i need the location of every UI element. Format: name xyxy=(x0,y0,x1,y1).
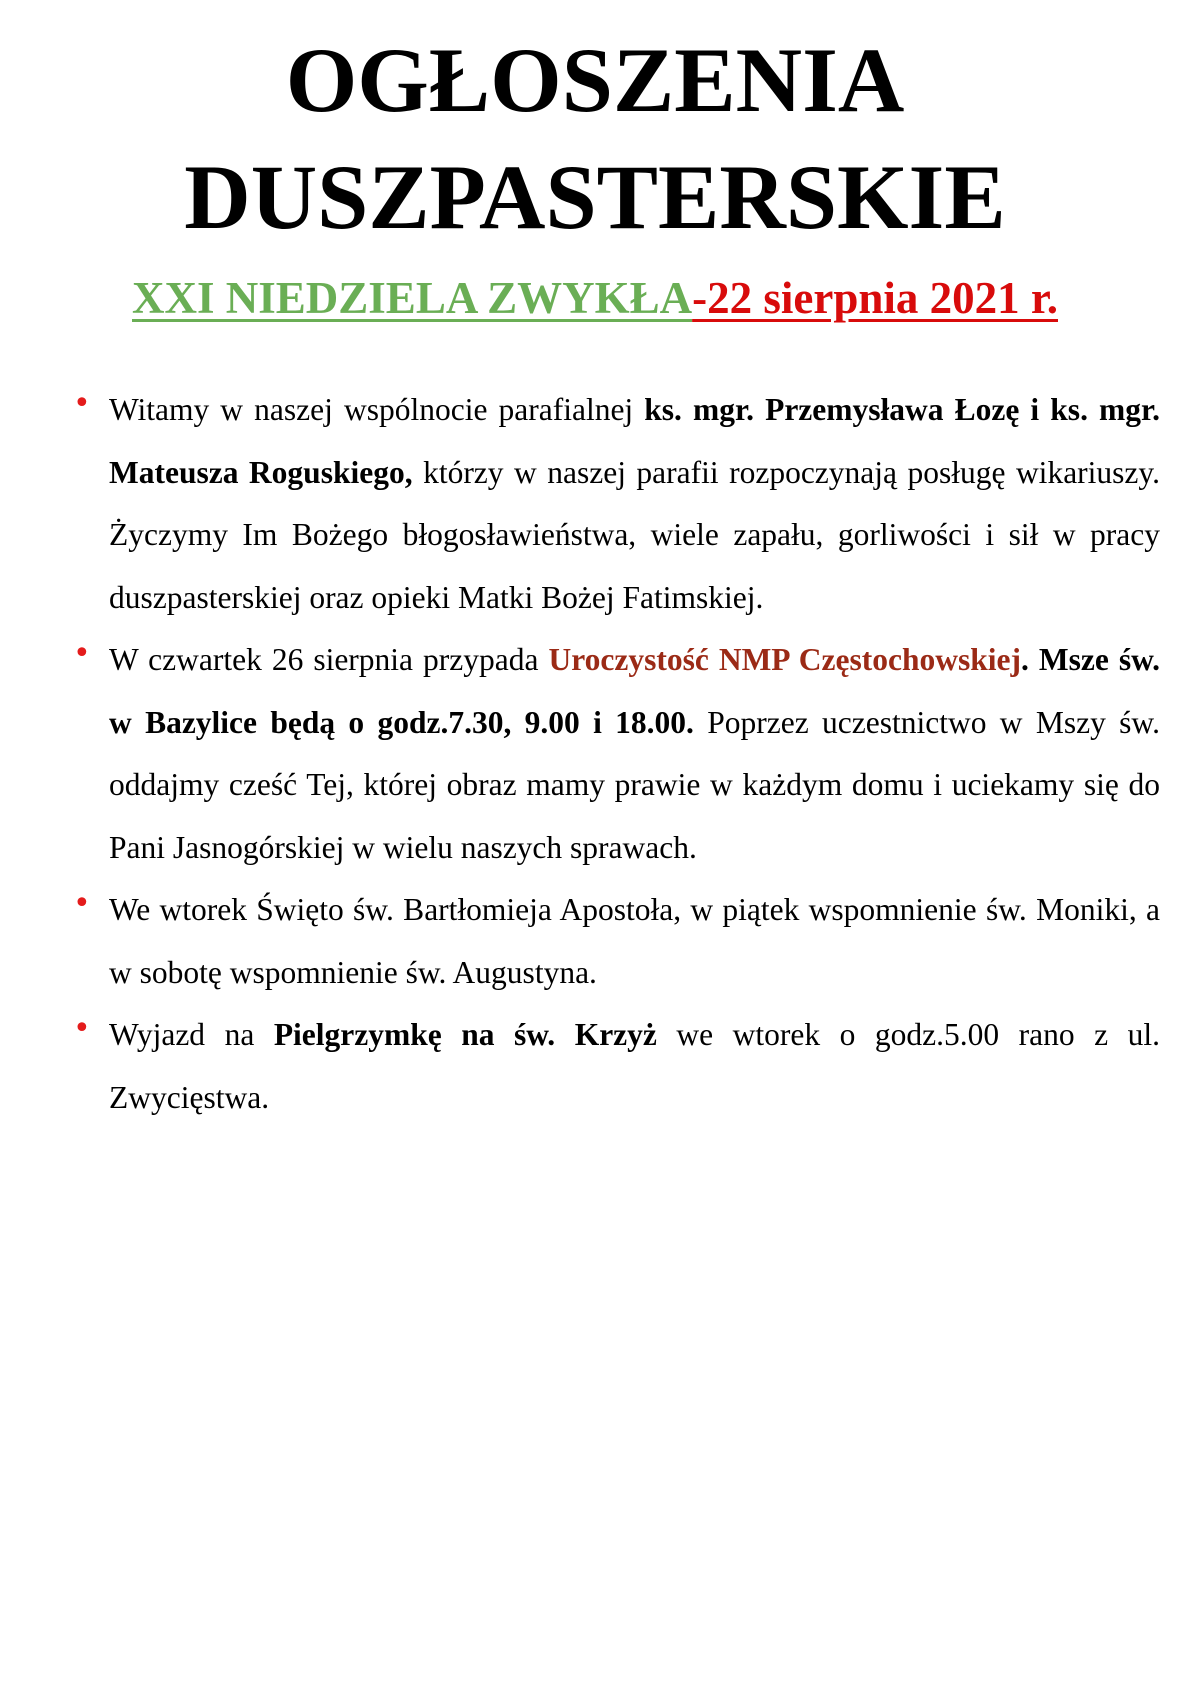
announcement-item xyxy=(73,879,1160,1004)
text: Wyjazd na xyxy=(109,1017,274,1052)
bold-text: Pielgrzymkę na św. Krzyż xyxy=(273,1017,657,1052)
bullet-icon: • xyxy=(73,386,91,421)
bullet-icon: • xyxy=(73,636,91,671)
sunday-name: XXI NIEDZIELA ZWYKŁA xyxy=(132,273,693,323)
announcements-list xyxy=(0,379,1190,1129)
page-title-line-1: OGŁOSZENIA xyxy=(285,29,905,131)
page-title-line-2: DUSZPASTERSKIE xyxy=(184,146,1006,248)
bold-text: . Msze św. w Bazylice będą o godz.7.30, 9.00 i 18.00. xyxy=(109,642,1160,740)
highlight-text: Uroczystość NMP Częstochowskiej xyxy=(548,642,1022,677)
announcement-item xyxy=(73,379,1160,629)
text: Poprzez uczestnictwo w Mszy św. oddajmy cześć Tej, której obraz mamy prawie w każdym domu i uciekamy się do Pani Jasnogórskiej w wielu naszych sprawach. xyxy=(109,704,1160,865)
announcement-item xyxy=(73,1004,1160,1129)
subtitle xyxy=(0,268,1190,328)
bold-text: ks. mgr. Przemysława Łozę i ks. mgr. Mateusza Roguskiego, xyxy=(109,392,1160,490)
text: We wtorek Święto św. Bartłomieja Apostoła, w piątek wspomnienie św. Moniki, a w sobotę wspomnienie św. Augustyna. xyxy=(109,892,1160,990)
text: W czwartek 26 sierpnia przypada xyxy=(109,642,549,677)
bullet-icon: • xyxy=(73,1011,91,1046)
date: -22 sierpnia 2021 r. xyxy=(692,273,1058,323)
announcement-item xyxy=(73,629,1160,879)
bullet-icon: • xyxy=(73,886,91,921)
text: we wtorek o godz.5.00 rano z ul. Zwycięstwa. xyxy=(109,1017,1160,1115)
text: którzy w naszej parafii rozpoczynają posługę wikariuszy. Życzymy Im Bożego błogosławieństwa, wiele zapału, gorliwości i sił w pracy duszpasterskiej oraz opieki Matki Bożej Fatimskiej. xyxy=(109,454,1160,615)
text: Witamy w naszej wspólnocie parafialnej xyxy=(109,392,645,427)
